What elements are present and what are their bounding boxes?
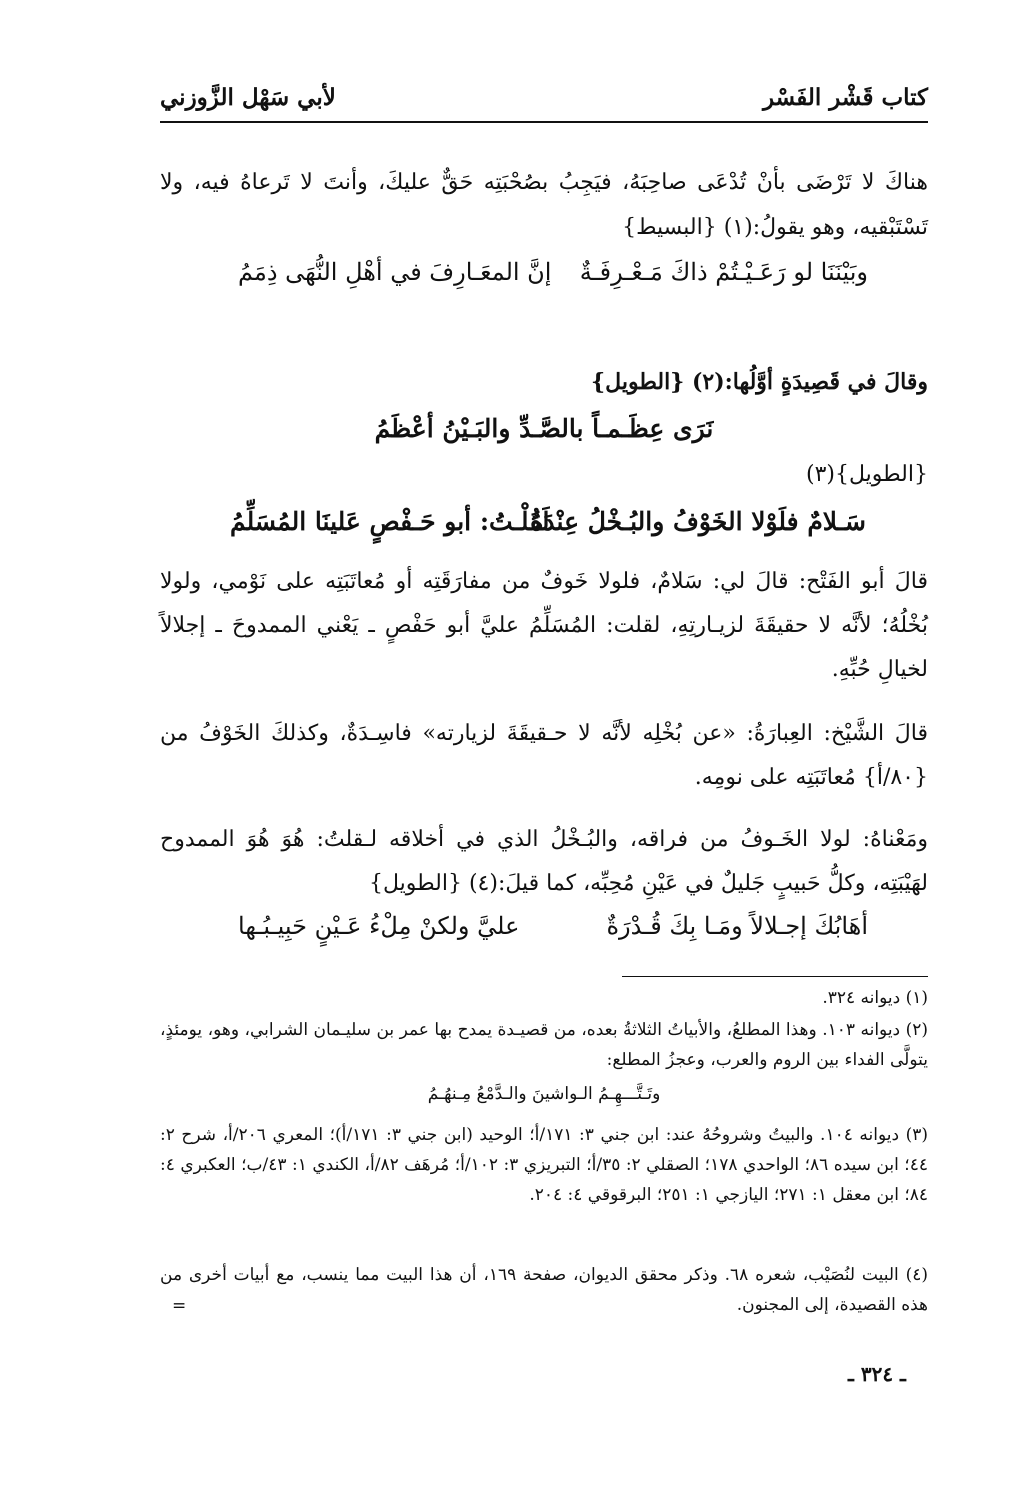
paragraph-1-line-1: هناكَ لا تَرْضَى بأنْ تُدْعَى صاحِبَهُ، فيَجِبُ بصُحْبَتِه حَقٌّ عليكَ، وأنتَ لا تَرعاهُ فيه، ولا	[160, 170, 928, 195]
footnote-rule	[622, 976, 928, 977]
running-header	[160, 78, 928, 118]
meter-label-3: {الطويل}(٣)	[805, 462, 928, 487]
continuation-marker: =	[172, 1296, 187, 1316]
verse-4-second-hemistich: أهَابُكَ إجـلالاً ومَـا بِكَ قُـدْرَةٌ	[606, 912, 868, 940]
paragraph-4: قالَ الشَّيْخ: العِبارَةُ: «عن بُخْلِه لأنَّه لا حـقيقَةَ لزيارته» فاسِـدَةٌ، وكذلكَ الخَوْفُ من {٨٠/أ} مُعاتَبَتِه على نومِه.	[160, 721, 928, 790]
verse-2: نَرَى عِظَـمـاً بالصَّـدِّ والبَـيْنُ أعْظَمُ	[374, 414, 714, 443]
book-title: كتاب قَشْر الفَسْر	[762, 84, 928, 111]
header-rule	[160, 121, 928, 123]
paragraph-2: وقالَ في قَصِيدَةٍ أوَّلُها:(٢) {الطويل}	[591, 369, 928, 395]
verse-1	[160, 258, 928, 306]
paragraph-5: ومَعْناهُ: لولا الخَـوفُ من فراقه، والبُـخْلُ الذي في أخلاقه لـقلتُ: هُوَ هُوَ الممدوح لهَيْبَتِه، وكلُّ حَبيبٍ جَليلٌ في عَيْنِ مُحِبِّه، كما قيلَ:(٤) {الطويل}	[160, 827, 928, 896]
footnote-2: (٢) ديوانه ١٠٣. وهذا المطلعُ، والأبياتُ الثلاثةُ بعده، من قصيـدة يمدح بها عمر بن سليـمان الشرابي، وهو، يومئذٍ، يتولَّى الفداء بين الروم والعرب، وعجزُ المطلع:	[160, 1020, 928, 1070]
verse-3	[160, 507, 928, 555]
author-name: لأبي سَهْل الزَّوزني	[160, 84, 336, 111]
paragraph-3: قالَ أبو الفَتْح: قالَ لي: سَلامٌ، فلولا خَوفٌ من مفارَقَتِه أو مُعاتَبَتِه على نَوْمي، ولولا بُخْلُهُ؛ لأنَّه لا حقيقَةَ لزيـارتِهِ، لقلت: المُسَلِّمُ عليَّ أبو حَفْصٍ ـ يَعْني الممدوحَ ـ إجلالاً لخيالِ حُبِّهِ.	[160, 569, 928, 682]
verse-4-first-hemistich: عليَّ ولكنْ مِلْءُ عَـيْنٍ حَبِيـبُـها	[238, 912, 520, 940]
page-number: ـ ٣٢٤ ـ	[848, 1362, 906, 1386]
verse-4	[160, 912, 928, 960]
paragraph-1-line-2: تَسْتَبْقيه، وهو يقولُ:(١) {البسيط}	[622, 215, 928, 240]
verse-1-first-hemistich: وبَيْنَنَا لو رَعَـيْـتُمْ ذاكَ مَـعْـرِفَـةٌ	[579, 258, 868, 286]
verse-1-second-hemistich: إنَّ المعَـارِفَ في أهْلِ النُّهَى ذِمَمُ	[238, 258, 552, 286]
footnote-4: (٤) البيت لنُصَيْب، شعره ٦٨. وذكر محقق الديوان، صفحة ١٦٩، أن هذا البيت مما ينسب، مع أبيات أخرى من هذه القصيدة، إلى المجنون.	[160, 1265, 928, 1315]
footnote-1: (١) ديوانه ٣٢٤.	[822, 988, 928, 1008]
footnote-2-verse: وتَـتَّـــهِـمُ الـواشينَ والـدَّمْعُ مِـنهُـمُ	[427, 1084, 661, 1104]
footnote-3: (٣) ديوانه ١٠٤. والبيتُ وشروحُهُ عند: ابن جني ٣: ١٧١/أ؛ الوحيد (ابن جني ٣: ١٧١/أ)؛ المعري ٢٠٦/أ، شرح ٢: ٤٤؛ ابن سيده ٨٦؛ الواحدي ١٧٨؛ الصقلي ٢: ٣٥/أ؛ التبريزي ٣: ١٠٢/أ؛ مُرهَف ٨٢/أ، الكندي ١: ٤٣/ب؛ العكبري ٤: ٨٤؛ ابن معقل ١: ٢٧١؛ اليازجي ١: ٢٥١؛ البرقوقي ٤: ٢٠٤.	[160, 1125, 929, 1205]
verse-3-first-hemistich: لَقُلْـتُ: أبو حَـفْصٍ عَلينَا المُسَلِّمُ	[230, 507, 550, 536]
verse-3-second-hemistich: سَـلامٌ فلَوْلا الخَوْفُ والبُـخْلُ عِنْدَهُ	[530, 507, 866, 536]
